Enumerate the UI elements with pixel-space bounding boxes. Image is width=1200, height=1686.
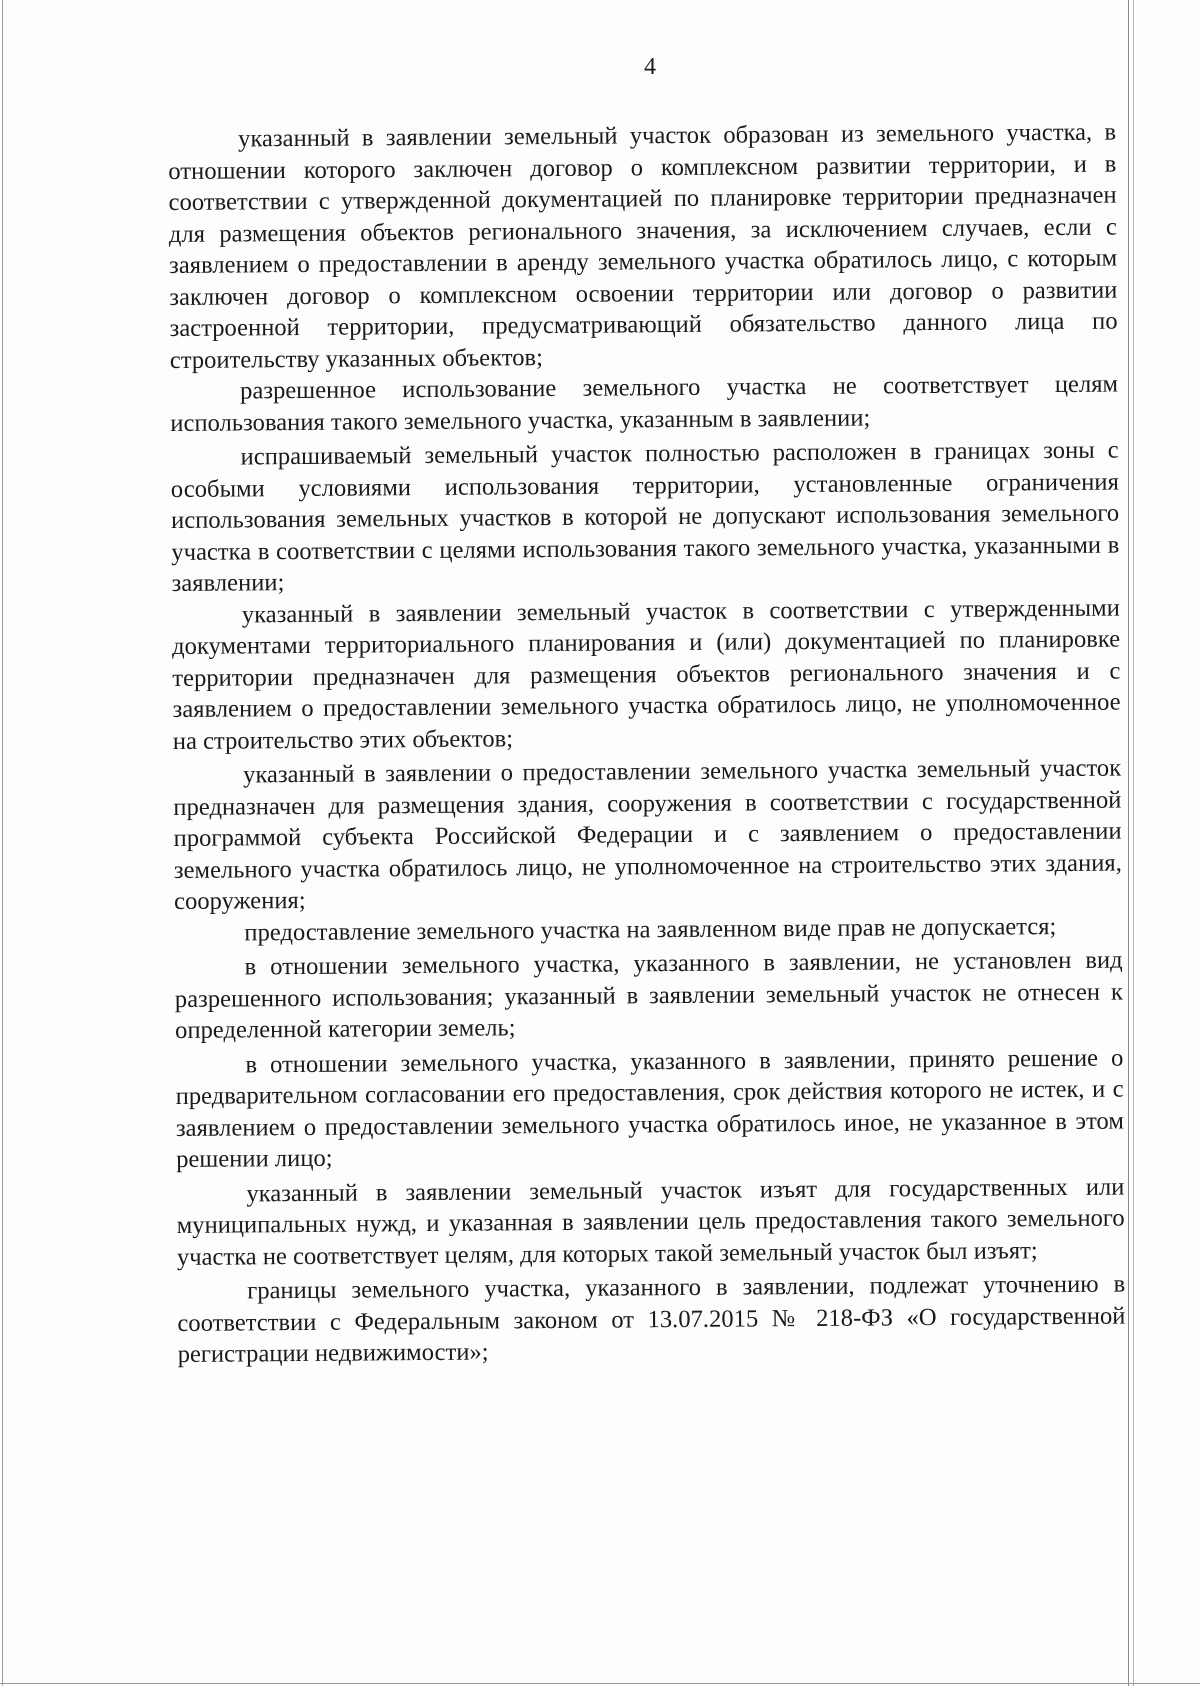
- paragraph-7: в отношении земельного участка, указанного в заявлении, не установлен вид разрешенного использования; указанный в заявлении земельный участок не отнесен к определенной категории земель;: [174, 946, 1123, 1044]
- paragraph-8: в отношении земельного участка, указанного в заявлении, принято решение о предварительном согласовании его предоставления, срок действия которого не истек, и с заявлением о предоставлении земельного участка обратилось иное, не указанное в этом решении лицо;: [175, 1044, 1124, 1173]
- scan-edge-bottom: [0, 1683, 1200, 1684]
- page-number: 4: [644, 54, 656, 80]
- paragraph-10: границы земельного участка, указанного в заявлении, подлежат уточнению в соответствии с Федеральным законом от 13.07.2015 № 218-ФЗ «О государственной регистрации недвижимости»;: [177, 1270, 1126, 1368]
- scan-edge-left: [2, 0, 3, 1686]
- paragraph-6: предоставление земельного участка на заявленном виде прав не допускается;: [244, 912, 1057, 946]
- paragraph-3: испрашиваемый земельный участок полностью расположен в границах зоны с особыми условиями использования территории, установленные ограничения использования земельных участков в которой не допускают использования земельного участка в соответствии с целями использования такого земельного участка, указанными в заявлении;: [170, 436, 1120, 597]
- paragraph-5: указанный в заявлении о предоставлении земельного участка земельный участок предназначен для размещения здания, сооружения в соответствии с государственной программой субъекта Российской Федерации и с заявлением о предоставлении земельного участка обратилось лицо, не уполномоченное на строительство этих здания, сооружения;: [173, 754, 1122, 915]
- document-body: [168, 117, 1126, 1371]
- scan-edge-right-inner: [1133, 0, 1134, 1686]
- scan-edge-right: [1128, 0, 1129, 1686]
- paragraph-1: указанный в заявлении земельный участок образован из земельного участка, в отношении которого заключен договор о комплексном развитии территории, и в соответствии с утвержденной документацией по планировке территории предназначен для размещения объектов регионального значения, за исключением случаев, если с заявлением о предоставлении в аренду земельного участка обратилось лицо, с которым заключен договор о комплексном освоении территории или договор о развитии застроенной территории, предусматривающий обязательство данного лица по строительству указанных объектов;: [168, 118, 1118, 374]
- paragraph-9: указанный в заявлении земельный участок изъят для государственных или муниципальных нужд, и указанная в заявлении цель предоставления такого земельного участка не соответствует целям, для которых такой земельный участок был изъят;: [176, 1173, 1125, 1271]
- paragraph-4: указанный в заявлении земельный участок в соответствии с утвержденными документами территориального планирования и (или) документацией по планировке территории предназначен для размещения объектов регионального значения и с заявлением о предоставлении земельного участка обратилось лицо, не уполномоченное на строительство этих объектов;: [171, 594, 1121, 755]
- paragraph-2: разрешенное использование земельного участка не соответствует целям использования такого земельного участка, указанным в заявлении;: [170, 370, 1119, 437]
